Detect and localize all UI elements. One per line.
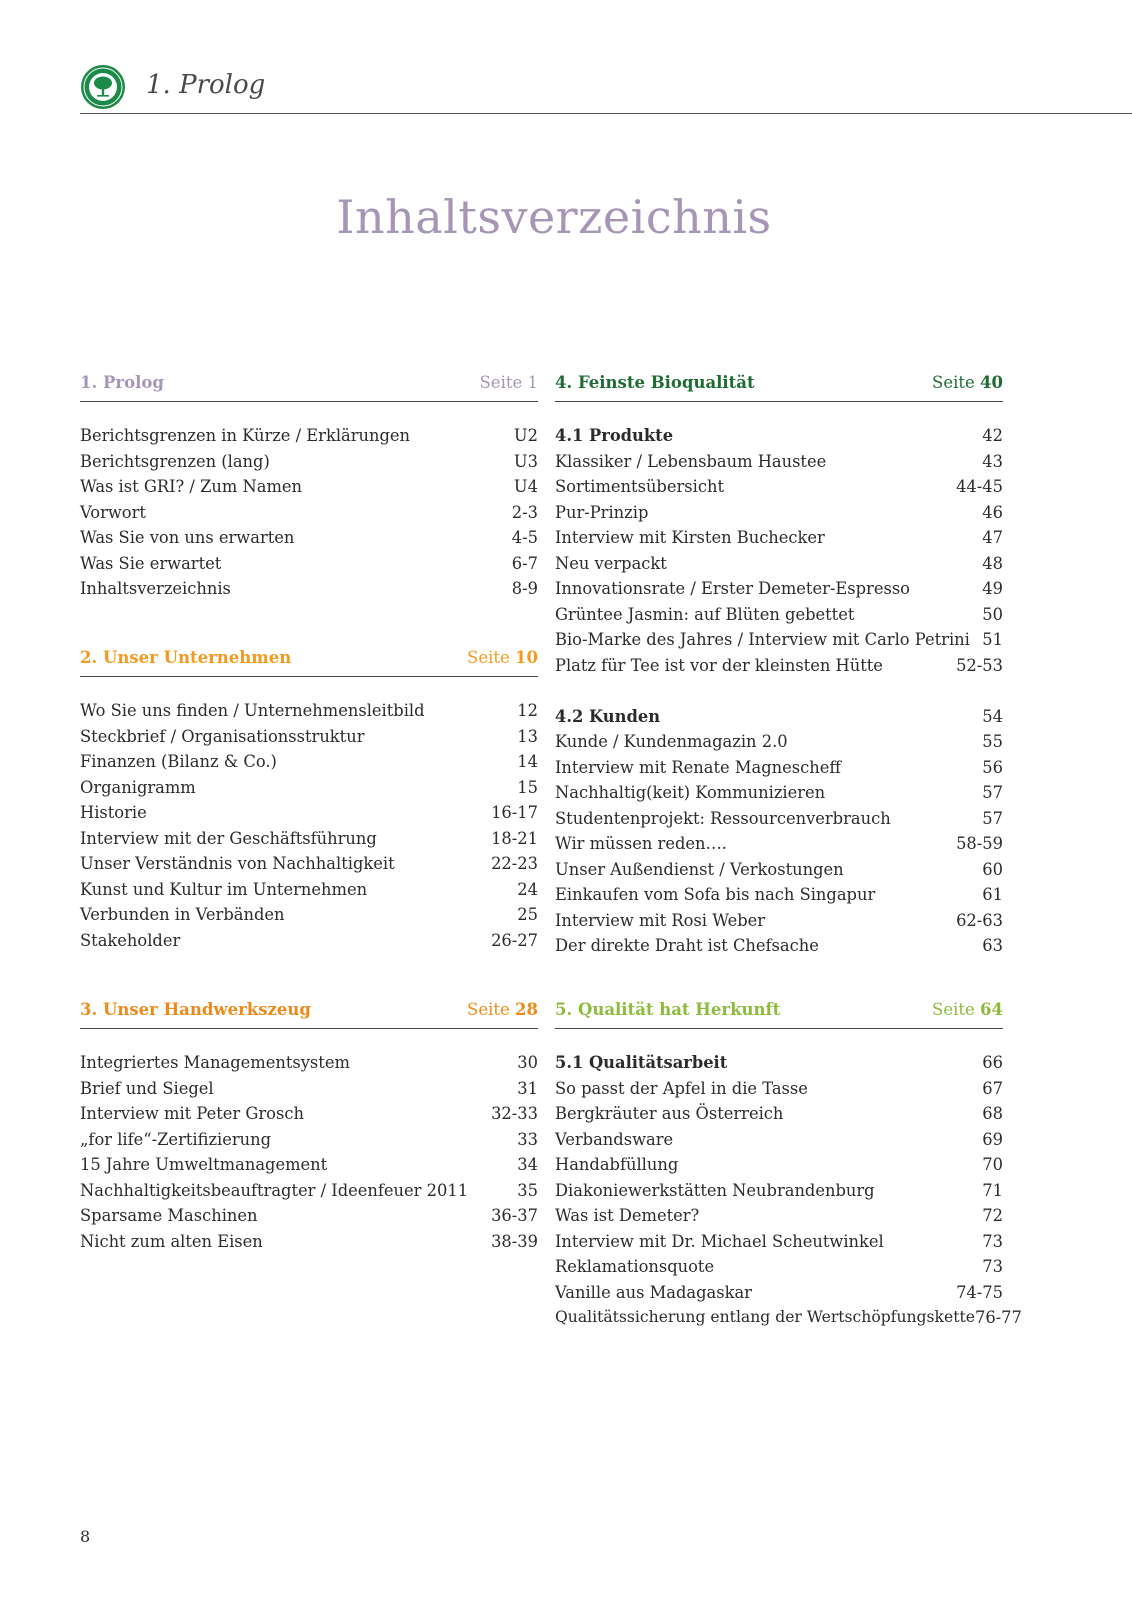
entry-page: 73 <box>982 1257 1003 1276</box>
entry-page: 16-17 <box>491 803 538 822</box>
entry-page: 6-7 <box>511 553 538 573</box>
entry-label: Finanzen (Bilanz & Co.) <box>80 752 277 771</box>
seite-label: Seite <box>467 648 510 667</box>
entry-label: Sortimentsübersicht <box>555 477 724 496</box>
toc-entry[interactable] <box>80 576 538 602</box>
toc-section-prolog <box>80 373 538 602</box>
entry-label: Einkaufen vom Sofa bis nach Singapur <box>555 885 876 904</box>
lebensbaum-tree-logo-icon <box>80 64 126 110</box>
toc-entry[interactable] <box>555 1305 1022 1331</box>
seite-label: Seite <box>479 373 523 392</box>
entry-label: Interview mit der Geschäftsführung <box>80 828 377 848</box>
toc-entry[interactable] <box>555 831 1003 857</box>
entry-page: 12 <box>517 701 538 720</box>
section-header <box>80 373 538 402</box>
entry-label: Was ist Demeter? <box>555 1206 700 1225</box>
entry-page: 25 <box>517 905 538 924</box>
entry-label: 4.2 Kunden <box>555 706 661 726</box>
toc-entry[interactable] <box>80 1152 538 1178</box>
toc-spacer <box>555 678 1003 704</box>
entry-label: Verbunden in Verbänden <box>80 905 285 924</box>
toc-entry[interactable] <box>555 729 1003 755</box>
toc-entry[interactable] <box>80 1101 538 1127</box>
toc-entry[interactable] <box>555 525 1003 551</box>
entry-label: Handabfüllung <box>555 1155 679 1174</box>
seite-number: 64 <box>980 1000 1003 1019</box>
entry-label: Kunde / Kundenmagazin 2.0 <box>555 732 788 751</box>
entry-label: „for life“-Zertifizierung <box>80 1129 272 1149</box>
entry-label: Steckbrief / Organisationsstruktur <box>80 726 365 746</box>
toc-entry[interactable] <box>555 806 1003 832</box>
entry-page: U3 <box>513 451 538 471</box>
toc-items <box>80 423 538 602</box>
entry-label: Qualitätssicherung entlang der Wertschöpfungskette <box>555 1308 975 1326</box>
entry-page: 15 <box>517 777 538 797</box>
toc-entry[interactable] <box>80 474 538 500</box>
entry-label: Was Sie erwartet <box>80 553 222 573</box>
toc-entry[interactable] <box>555 1178 1003 1204</box>
toc-subsection-heading[interactable] <box>555 1050 1003 1076</box>
entry-page: 55 <box>982 732 1003 751</box>
section-header <box>80 1000 538 1029</box>
toc-entry[interactable] <box>555 1152 1003 1178</box>
entry-page: 56 <box>982 757 1003 777</box>
entry-label: 15 Jahre Umweltmanagement <box>80 1155 328 1174</box>
entry-page: 43 <box>982 451 1003 471</box>
toc-section-handwerkszeug <box>80 1000 538 1254</box>
section-page <box>467 1000 538 1019</box>
entry-page: 24 <box>517 879 538 899</box>
toc-entry[interactable] <box>555 602 1003 628</box>
entry-label: Pur-Prinzip <box>555 502 649 522</box>
section-page <box>932 373 1003 392</box>
toc-entry[interactable] <box>555 933 1003 959</box>
toc-items <box>555 423 1003 959</box>
header-divider <box>80 113 1132 114</box>
entry-label: Reklamationsquote <box>555 1257 715 1276</box>
toc-entry[interactable] <box>80 1127 538 1153</box>
entry-page: 26-27 <box>491 930 538 950</box>
entry-page: 73 <box>982 1231 1003 1251</box>
toc-entry[interactable] <box>80 1050 538 1076</box>
entry-page: 66 <box>982 1053 1003 1072</box>
entry-label: Organigramm <box>80 777 196 797</box>
toc-entry[interactable] <box>80 1229 538 1255</box>
entry-page: 57 <box>982 783 1003 802</box>
seite-number: 28 <box>515 1000 538 1019</box>
entry-page: 32-33 <box>491 1104 538 1123</box>
toc-entry[interactable] <box>555 908 1003 934</box>
entry-label: Wo Sie uns finden / Unternehmensleitbild <box>80 701 425 720</box>
toc-items <box>80 1050 538 1254</box>
toc-entry[interactable] <box>80 1203 538 1229</box>
toc-entry[interactable] <box>555 857 1003 883</box>
entry-page: 36-37 <box>491 1206 538 1225</box>
section-page <box>480 373 539 392</box>
toc-entry[interactable] <box>555 474 1003 500</box>
page-title: Inhaltsverzeichnis <box>336 190 772 244</box>
section-title: 3. Unser Handwerkszeug <box>80 1000 311 1019</box>
toc-subsection-heading[interactable] <box>555 423 1003 449</box>
toc-entry[interactable] <box>555 449 1003 475</box>
entry-page: 69 <box>982 1129 1003 1149</box>
toc-entry[interactable] <box>555 653 1003 679</box>
section-page <box>932 1000 1003 1019</box>
section-header <box>555 1000 1003 1029</box>
entry-page: 54 <box>982 706 1003 726</box>
page-header <box>80 62 1132 114</box>
entry-label: Nachhaltigkeitsbeauftragter / Ideenfeuer 2011 <box>80 1180 469 1200</box>
toc-entry[interactable] <box>80 749 538 775</box>
entry-page: 33 <box>517 1129 538 1149</box>
seite-label: Seite <box>932 373 975 392</box>
entry-page: 76-77 <box>974 1308 1022 1327</box>
seite-number: 1 <box>527 373 538 392</box>
entry-label: Grüntee Jasmin: auf Blüten gebettet <box>555 604 855 624</box>
entry-page: 60 <box>982 859 1003 879</box>
entry-label: Unser Außendienst / Verkostungen <box>555 859 844 879</box>
entry-label: Interview mit Dr. Michael Scheutwinkel <box>555 1231 884 1251</box>
toc-entry[interactable] <box>555 1076 1003 1102</box>
entry-label: Studentenprojekt: Ressourcenverbrauch <box>555 808 891 828</box>
entry-label: 5.1 Qualitätsarbeit <box>555 1053 728 1072</box>
entry-page: 74-75 <box>956 1282 1003 1302</box>
section-title: 1. Prolog <box>80 373 164 392</box>
toc-entry[interactable] <box>555 576 1003 602</box>
entry-label: Was ist GRI? / Zum Namen <box>80 477 303 496</box>
section-title: 2. Unser Unternehmen <box>80 648 292 667</box>
toc-entry[interactable] <box>80 851 538 877</box>
entry-page: 68 <box>982 1104 1003 1123</box>
toc-entry[interactable] <box>80 928 538 954</box>
entry-page: 22-23 <box>491 854 538 873</box>
entry-label: Verbandsware <box>555 1129 674 1149</box>
entry-page: U2 <box>513 426 538 445</box>
entry-label: Neu verpackt <box>555 553 667 573</box>
entry-page: 44-45 <box>956 477 1003 496</box>
toc-entry[interactable] <box>80 423 538 449</box>
toc-entry[interactable] <box>555 551 1003 577</box>
toc-entry[interactable] <box>555 882 1003 908</box>
entry-label: Stakeholder <box>80 930 181 950</box>
entry-label: Interview mit Peter Grosch <box>80 1104 304 1123</box>
section-header <box>555 373 1003 402</box>
toc-entry[interactable] <box>80 724 538 750</box>
entry-label: Bio-Marke des Jahres / Interview mit Carlo Petrini <box>555 630 970 649</box>
toc-entry[interactable] <box>555 1229 1003 1255</box>
entry-page: 70 <box>982 1155 1003 1174</box>
entry-page: 42 <box>982 426 1003 445</box>
toc-entry[interactable] <box>80 500 538 526</box>
toc-entry[interactable] <box>555 1127 1003 1153</box>
entry-label: Nachhaltig(keit) Kommunizieren <box>555 783 826 802</box>
toc-subsection-heading[interactable] <box>555 704 1003 730</box>
toc-entry[interactable] <box>80 800 538 826</box>
entry-label: Unser Verständnis von Nachhaltigkeit <box>80 854 395 873</box>
toc-entry[interactable] <box>80 877 538 903</box>
entry-label: So passt der Apfel in die Tasse <box>555 1078 808 1098</box>
section-page <box>467 648 538 667</box>
entry-page: 18-21 <box>491 828 538 848</box>
entry-label: Diakoniewerkstätten Neubrandenburg <box>555 1180 875 1200</box>
entry-page: 35 <box>517 1180 538 1200</box>
toc-items <box>555 1050 1022 1331</box>
toc-entry[interactable] <box>80 1178 538 1204</box>
page-number: 8 <box>80 1527 91 1546</box>
entry-label: Brief und Siegel <box>80 1078 214 1098</box>
toc-items <box>80 698 538 953</box>
toc-section-bioqualitaet <box>555 373 1003 959</box>
toc-entry[interactable] <box>80 698 538 724</box>
entry-page: 38-39 <box>491 1231 538 1251</box>
toc-entry[interactable] <box>555 1101 1003 1127</box>
entry-page: 4-5 <box>511 528 538 547</box>
toc-entry[interactable] <box>555 780 1003 806</box>
toc-entry[interactable] <box>555 627 1003 653</box>
entry-label: Klassiker / Lebensbaum Haustee <box>555 451 827 471</box>
toc-entry[interactable] <box>80 449 538 475</box>
entry-page: 71 <box>982 1180 1003 1200</box>
entry-page: 52-53 <box>956 655 1003 675</box>
entry-label: Inhaltsverzeichnis <box>80 579 231 598</box>
entry-page: 49 <box>982 579 1003 598</box>
entry-page: 13 <box>517 726 538 746</box>
entry-label: Integriertes Managementsystem <box>80 1053 350 1072</box>
entry-label: Nicht zum alten Eisen <box>80 1231 263 1251</box>
entry-label: Der direkte Draht ist Chefsache <box>555 936 819 955</box>
entry-page: 34 <box>517 1155 538 1174</box>
section-header <box>80 648 538 677</box>
entry-page: 14 <box>517 752 538 771</box>
toc-section-herkunft <box>555 1000 1022 1331</box>
toc-entry[interactable] <box>555 500 1003 526</box>
entry-page: 51 <box>982 630 1003 649</box>
toc-entry[interactable] <box>80 775 538 801</box>
entry-label: Interview mit Rosi Weber <box>555 910 766 930</box>
entry-page: 67 <box>982 1078 1003 1098</box>
toc-entry[interactable] <box>555 1280 1003 1306</box>
entry-label: Interview mit Renate Magnescheff <box>555 757 841 777</box>
seite-number: 40 <box>980 373 1003 392</box>
entry-page: 46 <box>982 502 1003 522</box>
entry-page: 62-63 <box>956 910 1003 930</box>
toc-entry[interactable] <box>80 1076 538 1102</box>
section-title: 5. Qualität hat Herkunft <box>555 1000 781 1019</box>
entry-page: 47 <box>982 528 1003 547</box>
entry-label: Wir müssen reden…. <box>555 834 727 853</box>
entry-page: 50 <box>982 604 1003 624</box>
entry-page: U4 <box>513 477 538 496</box>
entry-label: Berichtsgrenzen in Kürze / Erklärungen <box>80 426 411 445</box>
toc-entry[interactable] <box>80 525 538 551</box>
entry-label: Innovationsrate / Erster Demeter-Espresso <box>555 579 910 598</box>
toc-entry[interactable] <box>555 1203 1003 1229</box>
entry-page: 57 <box>982 808 1003 828</box>
entry-label: Interview mit Kirsten Buchecker <box>555 528 825 547</box>
entry-page: 48 <box>982 553 1003 573</box>
entry-page: 72 <box>982 1206 1003 1225</box>
entry-label: 4.1 Produkte <box>555 426 674 445</box>
entry-page: 63 <box>982 936 1003 955</box>
entry-label: Kunst und Kultur im Unternehmen <box>80 879 368 899</box>
seite-number: 10 <box>515 648 538 667</box>
toc-entry[interactable] <box>555 755 1003 781</box>
entry-label: Bergkräuter aus Österreich <box>555 1104 784 1123</box>
toc-section-unternehmen <box>80 648 538 953</box>
seite-label: Seite <box>932 1000 975 1019</box>
entry-label: Historie <box>80 803 147 822</box>
seite-label: Seite <box>467 1000 510 1019</box>
entry-page: 31 <box>517 1078 538 1098</box>
header-title: 1. Prolog <box>146 70 266 100</box>
entry-label: Sparsame Maschinen <box>80 1206 258 1225</box>
section-title: 4. Feinste Bioqualität <box>555 373 755 392</box>
toc-entry[interactable] <box>80 902 538 928</box>
entry-page: 30 <box>517 1053 538 1072</box>
entry-label: Platz für Tee ist vor der kleinsten Hütte <box>555 655 883 675</box>
entry-label: Vorwort <box>80 502 146 522</box>
entry-page: 61 <box>982 885 1003 904</box>
entry-label: Was Sie von uns erwarten <box>80 528 295 547</box>
entry-page: 2-3 <box>511 502 538 522</box>
toc-entry[interactable] <box>80 551 538 577</box>
entry-page: 8-9 <box>511 579 538 598</box>
toc-entry[interactable] <box>555 1254 1003 1280</box>
toc-entry[interactable] <box>80 826 538 852</box>
entry-label: Vanille aus Madagaskar <box>555 1282 752 1302</box>
entry-label: Berichtsgrenzen (lang) <box>80 451 270 471</box>
entry-page: 58-59 <box>956 834 1003 853</box>
